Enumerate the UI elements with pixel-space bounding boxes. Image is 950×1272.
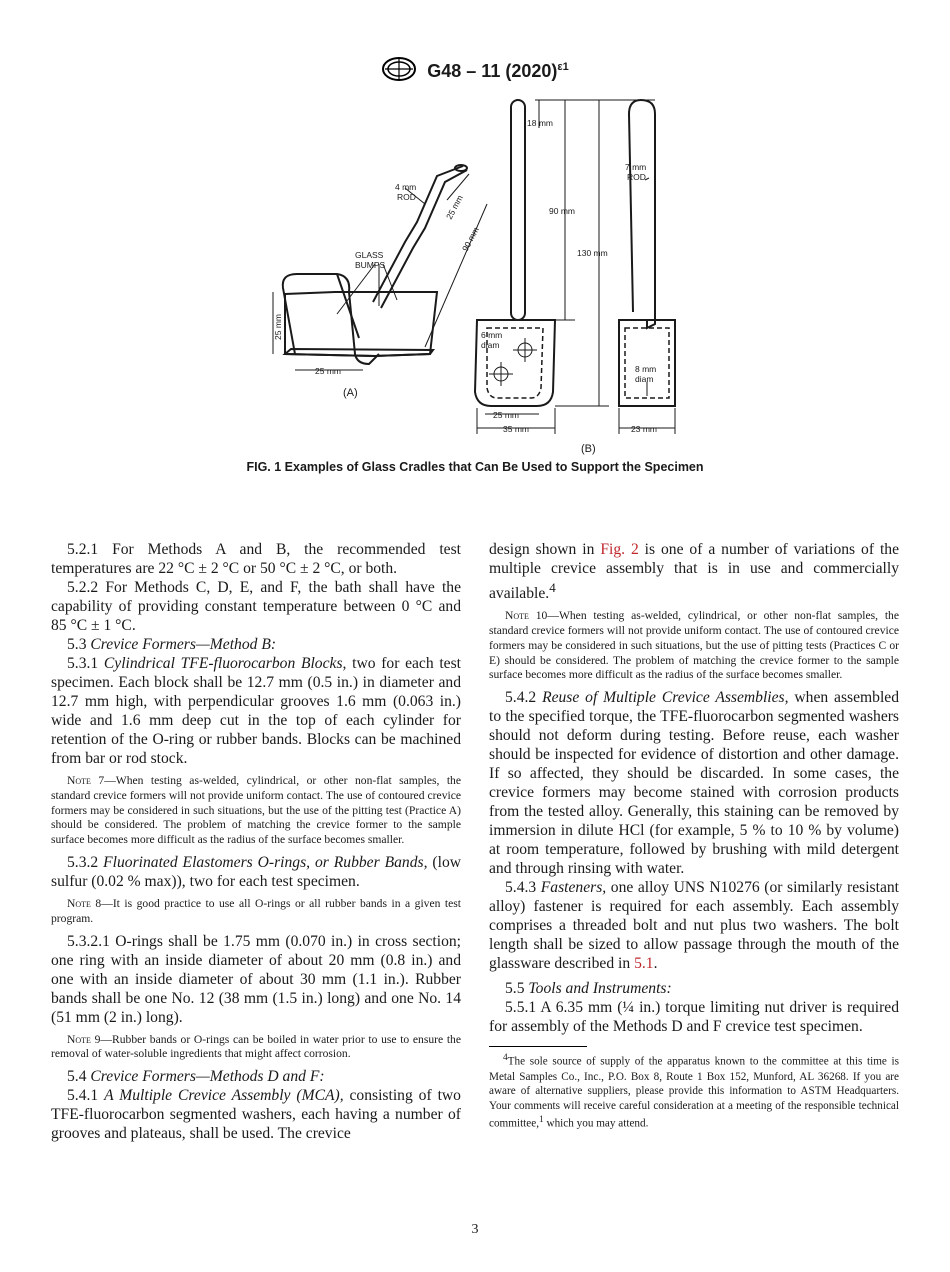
svg-text:35 mm: 35 mm: [503, 424, 529, 434]
svg-text:90 mm: 90 mm: [459, 225, 481, 253]
note-8: Note 8—It is good practice to use all O-rings or all rubber bands in a given test program.: [51, 896, 461, 925]
svg-text:25 mm: 25 mm: [443, 193, 465, 221]
heading-5-5: 5.5 Tools and Instruments:: [505, 980, 672, 998]
heading-5-4: 5.4 Crevice Formers—Methods D and F:: [67, 1068, 325, 1086]
para-5-4-1-cont: design shown in Fig. 2 is one of a number of variations of the multiple crevice assembly that is in use and commercially available.$^4$: [489, 541, 899, 603]
note-7: Note 7—When testing as-welded, cylindrical, or other non-flat samples, the standard crevice formers will not provide uniform contact. The use of contoured crevice formers may be considered in such situations, but the use of the pitting test (Practice A) should be considered. The problem of matching the crevice former to the sample surface becomes more difficult as the radius of the surface becomes smaller.: [51, 774, 461, 847]
svg-text:130 mm: 130 mm: [577, 248, 608, 258]
svg-text:25 mm: 25 mm: [493, 410, 519, 420]
left-column: [51, 540, 461, 1143]
footnote-4: $^4$The sole source of supply of the apparatus known to the committee at this time is Metal Samples Co., Inc., P.O. Box 8, Route 1 Box 152, Munford, AL 36268. If you are aware of alternative suppliers, please provide this information to ASTM Headquarters. Your comments will receive careful consideration at a meeting of the responsible technical committee,$^1$ which you may attend.: [489, 1053, 899, 1131]
svg-text:18 mm: 18 mm: [527, 118, 553, 128]
footnote-divider: [489, 1046, 587, 1047]
section-5-1-link[interactable]: 5.1: [634, 955, 654, 973]
svg-text:BUMPS: BUMPS: [355, 260, 386, 270]
page-header: [0, 56, 950, 87]
para-5-4-1: 5.4.1 A Multiple Crevice Assembly (MCA), consisting of two TFE-fluorocarbon segmented washers, each having a number of grooves and plateaus, shall be used. The crevice: [51, 1087, 461, 1143]
svg-text:23 mm: 23 mm: [631, 424, 657, 434]
fig-2-link[interactable]: Fig. 2: [600, 541, 639, 558]
para-5-4-2: 5.4.2 Reuse of Multiple Crevice Assemblies, when assembled to the specified torque, the TFE-fluorocarbon segmented washers should not deform during testing. Before reuse, each washer should be inspected for evidence of distortion and other damage. If so affected, they should be discarded. In some cases, the crevice formers may become stained with corrosion products from the tested alloy. Generally, this staining can be removed by immersion in dilute HCl (for example, 5 % to 10 % by volume) at room temperature, followed by brushing with mild detergent and through rinsing with water.: [489, 689, 899, 878]
para-5-2-2: 5.2.2 For Methods C, D, E, and F, the bath shall have the capability of providing constant temperature between 0 °C and 85 °C ± 1 °C.: [51, 579, 461, 634]
svg-text:4 mm: 4 mm: [395, 182, 417, 192]
note-10: Note 10—When testing as-welded, cylindrical, or other non-flat samples, the standard crevice formers will not provide uniform contact. The use of contoured crevice formers may be considered in such situations, but the use of pitting tests (Practices C or E) should be considered. The problem of matching the crevice former to the sample surface becomes more difficult as the radius of the surface becomes smaller.: [489, 609, 900, 682]
svg-text:ROD: ROD: [627, 172, 646, 182]
svg-text:90 mm: 90 mm: [549, 206, 575, 216]
page-number: 3: [471, 1222, 479, 1237]
para-5-4-3: 5.4.3 Fasteners, one alloy UNS N10276 (or similarly resistant alloy) fastener is required for each assembly. Each assembly comprises a threaded bolt and nut plus two washers. The bolt length shall be sized to allow passage through the mouth of the glassware described in 5.1.: [489, 879, 899, 973]
svg-text:8 mm: 8 mm: [635, 364, 657, 374]
para-5-3-1: 5.3.1 Cylindrical TFE-fluorocarbon Blocks, two for each test specimen. Each block shall be 12.7 mm (0.5 in.) in diameter and 12.7 mm high, with perpendicular grooves 1.6 mm (0.063 in.) wide and 1.6 mm deep cut in the top of each cylinder for retention of the O-ring or rubber bands. Blocks can be machined from bar or rod stock.: [51, 655, 461, 767]
svg-text:6 mm: 6 mm: [481, 330, 503, 340]
para-5-3-2: 5.3.2 Fluorinated Elastomers O-rings, or Rubber Bands, (low sulfur (0.02 % max)), two for each test specimen.: [51, 853, 462, 890]
svg-text:(B): (B): [581, 443, 596, 455]
svg-text:ROD: ROD: [397, 192, 416, 202]
astm-logo-icon: [381, 56, 417, 87]
svg-text:GLASS: GLASS: [355, 250, 384, 260]
glass-cradle-drawing: [255, 92, 695, 462]
figure-caption: FIG. 1 Examples of Glass Cradles that Can Be Used to Support the Specimen: [246, 460, 704, 474]
svg-text:25 mm: 25 mm: [273, 314, 283, 340]
standard-designation: G48 – 11 $(2020)^{\varepsilon 1}$: [427, 61, 569, 81]
para-5-5-1: 5.5.1 A 6.35 mm (¼ in.) torque limiting nut driver is required for assembly of the Methods D and F crevice test specimen.: [489, 999, 899, 1036]
svg-text:25 mm: 25 mm: [315, 366, 341, 376]
para-5-3-2-1: 5.3.2.1 O-rings shall be 1.75 mm (0.070 in.) in cross section; one ring with an inside diameter of about 20 mm (0.8 in.) and one with an inside diameter of about 30 mm (1.1 in.). Rubber bands shall be one No. 12 (38 mm (1.5 in.) long) and one No. 14 (51 mm (2 in.) long).: [51, 932, 461, 1026]
svg-text:(A): (A): [343, 387, 358, 399]
para-5-2-1: 5.2.1 For Methods A and B, the recommended test temperatures are 22 °C ± 2 °C or 50 °C ± 2 °C, or both.: [51, 541, 461, 577]
heading-5-3: 5.3 Crevice Formers—Method B:: [67, 636, 277, 653]
figure-1: [255, 92, 695, 462]
svg-text:7 mm: 7 mm: [625, 162, 647, 172]
svg-text:diam: diam: [481, 340, 500, 350]
right-column: [489, 540, 899, 1132]
svg-text:diam: diam: [635, 374, 654, 384]
note-9: Note 9—Rubber bands or O-rings can be boiled in water prior to use to ensure the removal of water-soluble ingredients that might affect corrosion.: [51, 1032, 461, 1061]
